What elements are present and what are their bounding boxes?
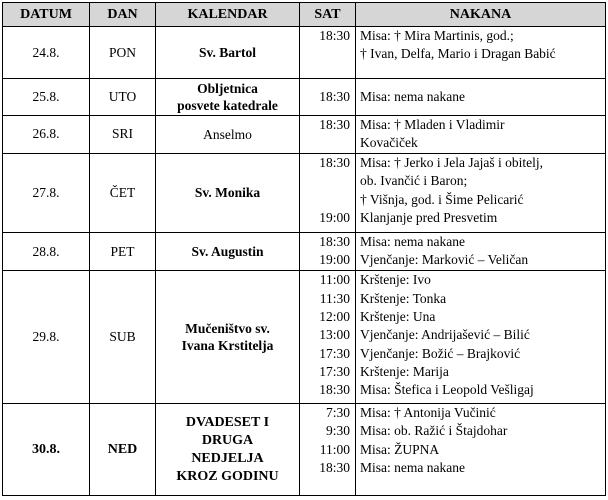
note-line: Kovačiček (360, 135, 418, 151)
row-datum: 30.8. (3, 404, 90, 496)
time-line: 18:30 (319, 155, 350, 171)
note-line: † Višnja, god. i Šime Pelicarić (360, 191, 524, 207)
row-dan: SRI (90, 115, 156, 153)
time-line (300, 45, 350, 63)
time-line: 9:30 (325, 423, 350, 439)
row-datum: 29.8. (3, 271, 90, 404)
table-row (3, 79, 606, 116)
kalendar-line: Ivana Krstitelja (181, 338, 274, 354)
row-kalendar (156, 79, 300, 116)
note-line: Misa: Štefica i Leopold Vešligaj (360, 382, 534, 398)
header-sat: SAT (300, 3, 356, 27)
header-dan: DAN (90, 3, 156, 27)
kalendar-line: DVADESET I (185, 414, 270, 430)
kalendar-line: posvete katedrale (177, 97, 278, 113)
kalendar-line: Sv. Monika (194, 185, 261, 201)
row-notes (356, 404, 606, 496)
row-dan: UTO (90, 79, 156, 116)
time-line: 7:30 (325, 405, 350, 421)
note-line: Misa: ŽUPNA (360, 441, 440, 457)
header-kalendar: KALENDAR (156, 3, 300, 27)
note-line: Vjenčanje: Andrijašević – Bilić (360, 327, 530, 343)
row-datum: 27.8. (3, 154, 90, 233)
row-times (300, 27, 356, 79)
time-line: 18:30 (319, 28, 350, 43)
row-datum: 26.8. (3, 115, 90, 153)
note-line: Vjenčanje: Marković – Veličan (360, 251, 529, 267)
row-dan: NED (90, 404, 156, 496)
row-times (300, 79, 356, 116)
note-line: Misa: † Antonija Vučinić (360, 405, 496, 421)
kalendar-line: NEDJELJA (191, 450, 264, 466)
kalendar-line: Obljetnica (197, 80, 258, 96)
row-kalendar (156, 115, 300, 153)
row-times (300, 115, 356, 153)
row-datum: 28.8. (3, 232, 90, 271)
time-line (300, 191, 350, 209)
row-notes (356, 27, 606, 79)
row-datum: 24.8. (3, 27, 90, 79)
schedule-table (2, 2, 606, 496)
time-line: 12:00 (319, 309, 350, 325)
row-dan: SUB (90, 271, 156, 404)
row-notes (356, 79, 606, 116)
note-line: Krštenje: Marija (360, 363, 449, 379)
note-line: Misa: † Jerko i Jela Jajaš i obitelj, (360, 155, 543, 171)
row-notes (356, 232, 606, 271)
time-line (300, 134, 350, 152)
row-dan: ČET (90, 154, 156, 233)
note-line: Vjenčanje: Božić – Brajković (360, 345, 521, 361)
row-notes (356, 115, 606, 153)
row-times (300, 271, 356, 404)
kalendar-line: Anselmo (203, 126, 252, 142)
time-line: 11:30 (319, 290, 350, 306)
row-times (300, 154, 356, 233)
row-dan: PON (90, 27, 156, 79)
note-line: Misa: † Mladen i Vladimir (360, 116, 505, 132)
row-kalendar (156, 154, 300, 233)
table-row (3, 154, 606, 233)
header-nakana: NAKANA (356, 3, 606, 27)
row-kalendar (156, 27, 300, 79)
row-datum: 25.8. (3, 79, 90, 116)
note-line: Klanjanje pred Presvetim (360, 210, 498, 226)
time-line: 19:00 (319, 210, 350, 226)
note-line: Misa: nema nakane (360, 233, 465, 249)
table-row (3, 115, 606, 153)
kalendar-line: DRUGA (201, 432, 254, 448)
table-row (3, 27, 606, 79)
row-notes (356, 271, 606, 404)
time-line: 18:30 (319, 460, 350, 475)
note-line: Misa: † Mira Martinis, god.; (360, 28, 514, 43)
kalendar-line: Mučeništvo sv. (185, 321, 270, 337)
row-kalendar (156, 232, 300, 271)
note-line: Krštenje: Tonka (360, 290, 447, 306)
time-line: 13:00 (319, 327, 350, 343)
table-row (3, 271, 606, 404)
row-kalendar (156, 404, 300, 496)
time-line: 11:00 (319, 272, 350, 288)
table-row (3, 232, 606, 271)
kalendar-line: KROZ GODINU (176, 468, 279, 484)
time-line: 17:30 (319, 345, 350, 361)
note-line: Misa: nema nakane (360, 460, 465, 475)
note-line: ob. Ivančić i Baron; (360, 173, 468, 189)
note-line: Misa: nema nakane (360, 88, 465, 104)
row-dan: PET (90, 232, 156, 271)
note-line: Misa: ob. Ražić i Štajdohar (360, 423, 508, 439)
time-line (300, 172, 350, 190)
time-line: 19:00 (319, 251, 350, 267)
note-line: † Ivan, Delfa, Mario i Dragan Babić (360, 46, 556, 62)
time-line: 17:30 (319, 363, 350, 379)
header-row (3, 3, 606, 27)
time-line: 18:30 (319, 116, 350, 132)
row-notes (356, 154, 606, 233)
table-row (3, 404, 606, 496)
time-line: 11:00 (319, 441, 350, 457)
time-line: 18:30 (319, 233, 350, 249)
header-datum: DATUM (3, 3, 90, 27)
row-times (300, 232, 356, 271)
row-times (300, 404, 356, 496)
kalendar-line: Sv. Augustin (191, 244, 264, 260)
row-kalendar (156, 271, 300, 404)
note-line: Krštenje: Una (360, 309, 436, 325)
kalendar-line: Sv. Bartol (198, 45, 256, 61)
time-line: 18:30 (319, 382, 350, 398)
note-line: Krštenje: Ivo (360, 272, 431, 288)
time-line: 18:30 (319, 88, 350, 104)
